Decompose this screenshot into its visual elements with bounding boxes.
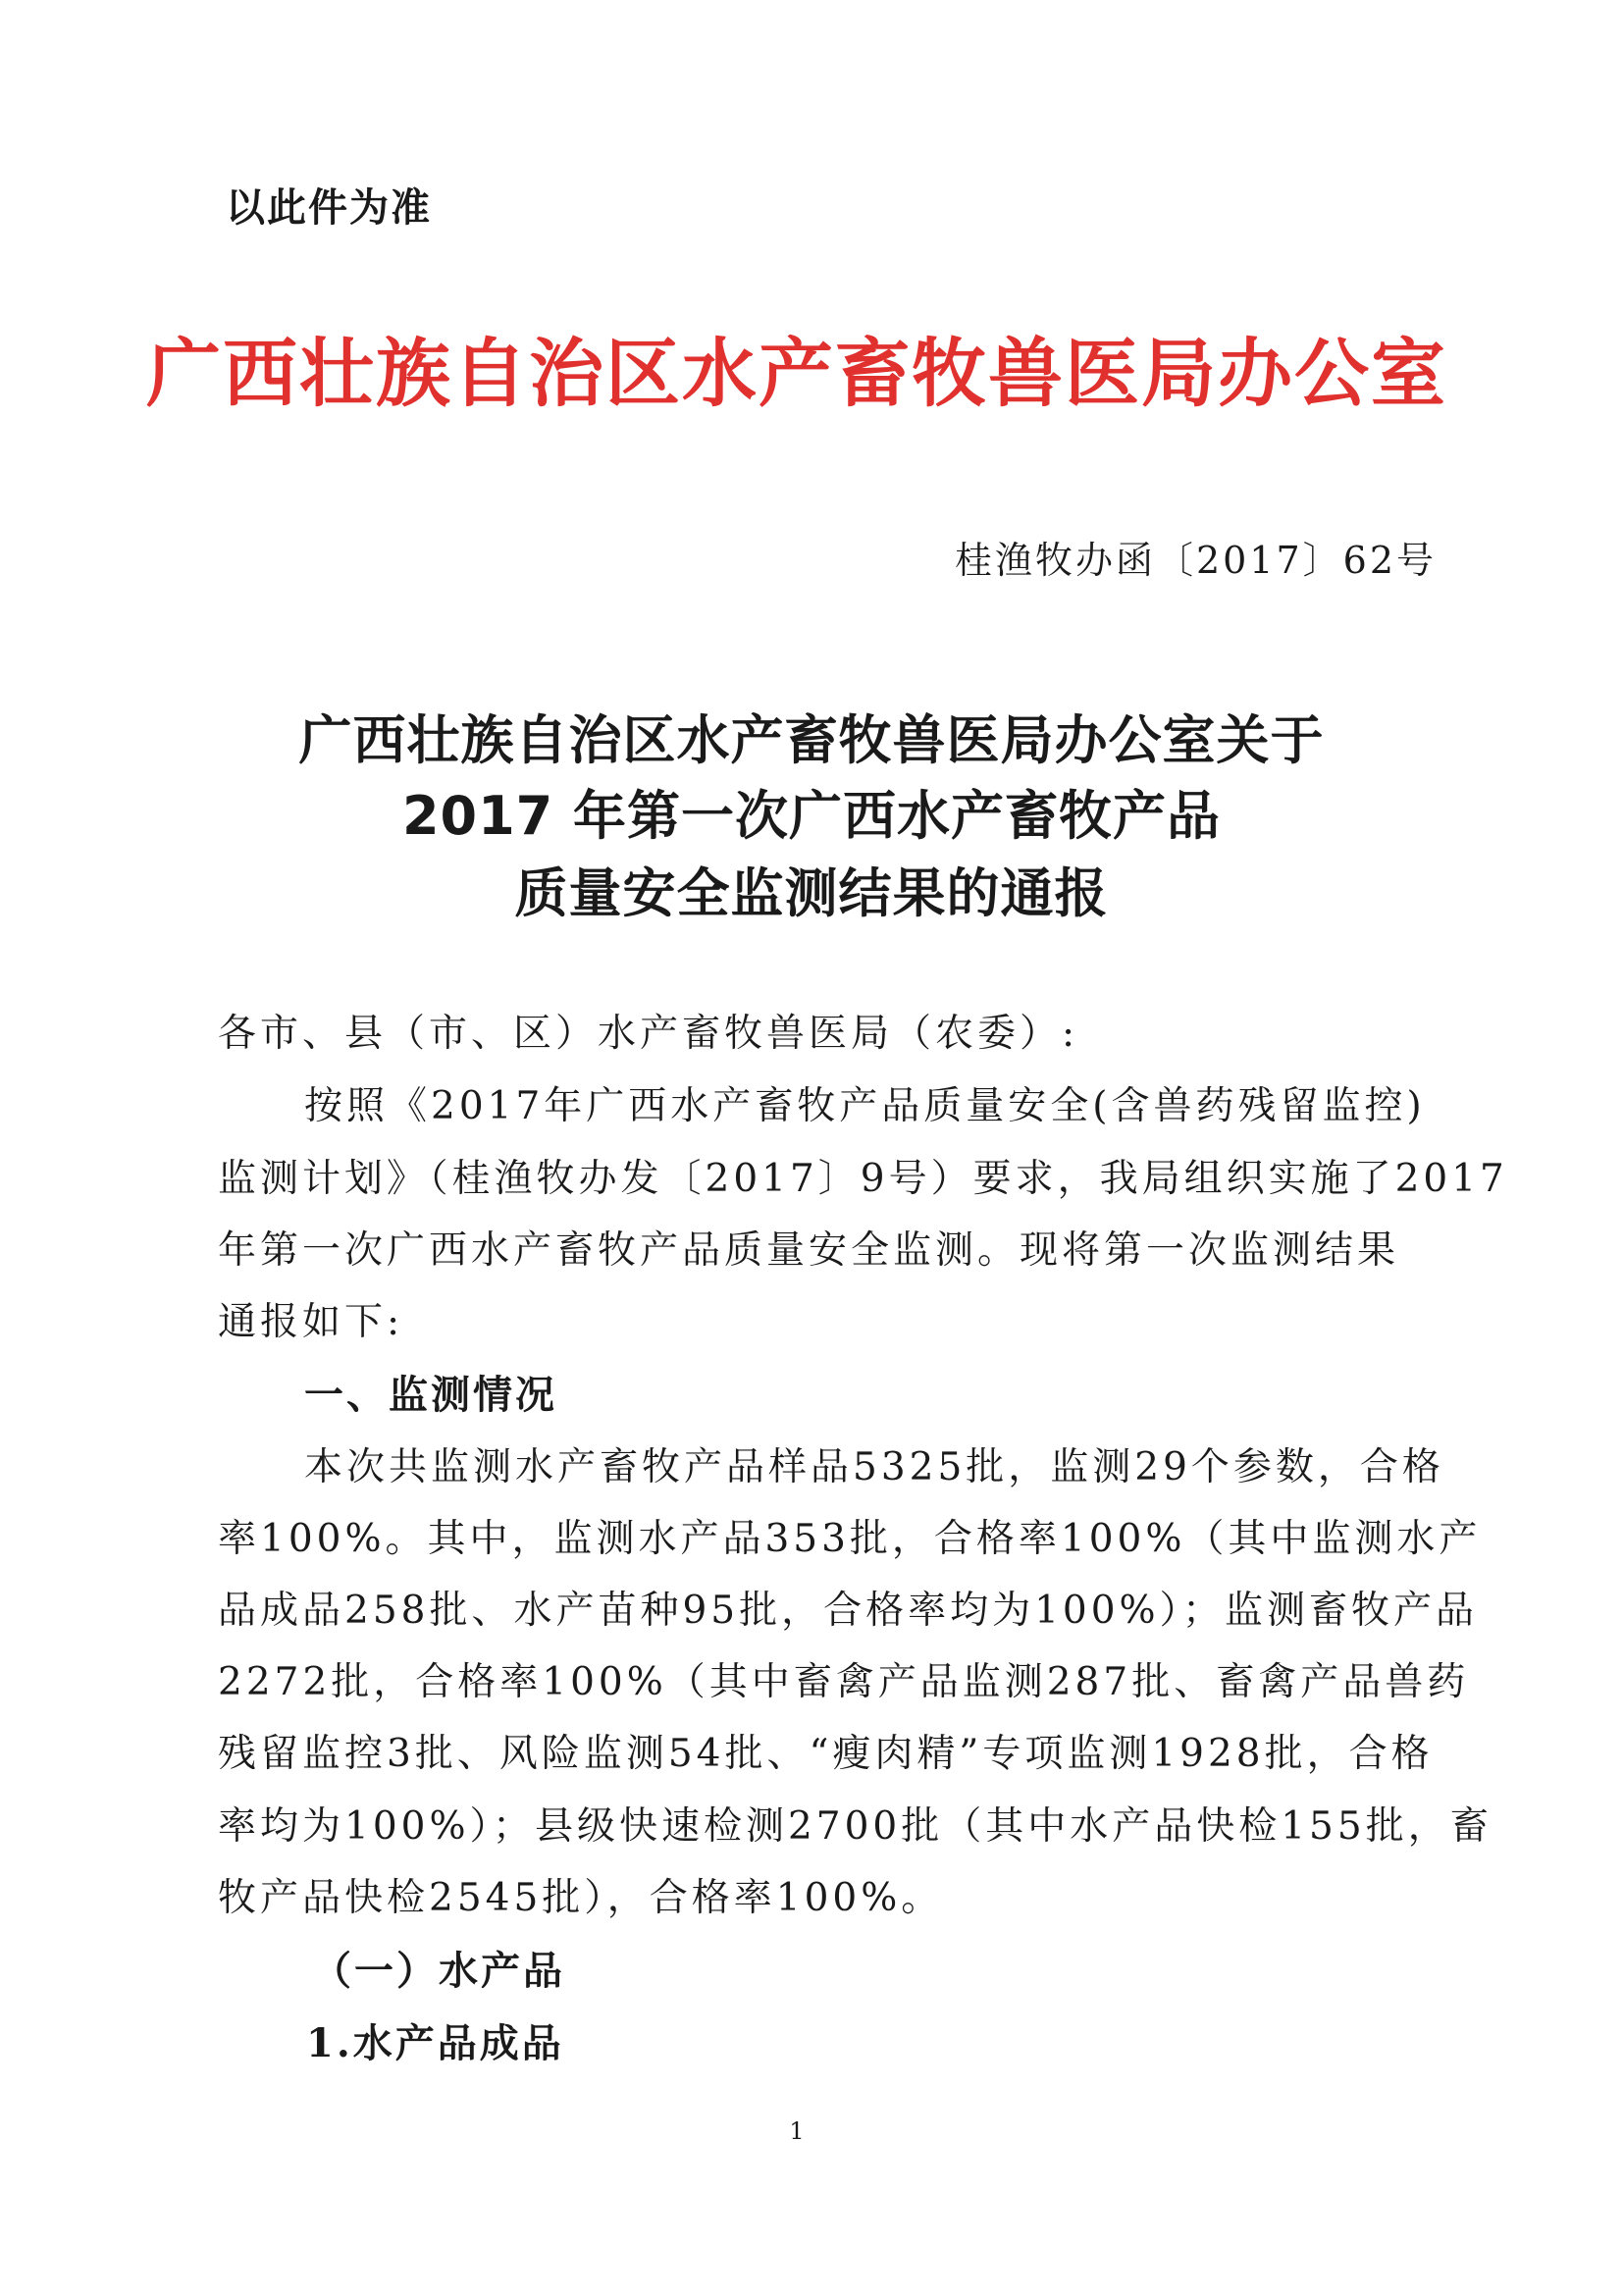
section-paragraph-line: 2272批，合格率100%（其中畜禽产品监测287批、畜禽产品兽药 bbox=[218, 1660, 1470, 1704]
salutation: 各市、县（市、区）水产畜牧兽医局（农委）: bbox=[218, 1012, 1079, 1056]
document-title-line-1: 广西壮族自治区水产畜牧兽医局办公室关于 bbox=[298, 709, 1325, 771]
section-paragraph-line: 品成品258批、水产苗种95批，合格率均为100%）；监测畜牧产品 bbox=[218, 1589, 1479, 1633]
section-paragraph-line: 率100%。其中，监测水产品353批，合格率100%（其中监测水产 bbox=[218, 1517, 1482, 1561]
document-title-line-2: 2017 年第一次广西水产畜牧产品 bbox=[401, 785, 1222, 847]
item-heading-finished-aquatic-products: 1.水产品成品 bbox=[306, 2020, 564, 2066]
section-paragraph-line: 牧产品快检2545批），合格率100%。 bbox=[218, 1876, 944, 1920]
intro-paragraph-line: 年第一次广西水产畜牧产品质量安全监测。现将第一次监测结果 bbox=[218, 1228, 1400, 1273]
section-heading-monitoring: 一、监测情况 bbox=[304, 1373, 557, 1418]
authority-note: 以此件为准 bbox=[226, 185, 432, 231]
section-paragraph-line: 本次共监测水产畜牧产品样品5325批，监测29个参数，合格 bbox=[304, 1445, 1444, 1489]
document-title-line-3: 质量安全监测结果的通报 bbox=[514, 862, 1109, 924]
intro-paragraph-line: 通报如下: bbox=[218, 1300, 404, 1344]
letterhead-title: 广西壮族自治区水产畜牧兽医局办公室 bbox=[146, 330, 1447, 417]
intro-paragraph-line: 按照《2017年广西水产畜牧产品质量安全(含兽药残留监控) bbox=[304, 1084, 1426, 1128]
document-number: 桂渔牧办函〔2017〕62号 bbox=[954, 539, 1437, 582]
section-paragraph-line: 残留监控3批、风险监测54批、“瘦肉精”专项监测1928批，合格 bbox=[218, 1732, 1434, 1776]
page-number: 1 bbox=[789, 2117, 805, 2145]
intro-paragraph-line: 监测计划》（桂渔牧办发〔2017〕9号）要求，我局组织实施了2017 bbox=[218, 1157, 1508, 1201]
subsection-heading-aquatic-products: （一）水产品 bbox=[312, 1948, 565, 1994]
section-paragraph-line: 率均为100%）；县级快速检测2700批（其中水产品快检155批，畜 bbox=[218, 1804, 1492, 1849]
